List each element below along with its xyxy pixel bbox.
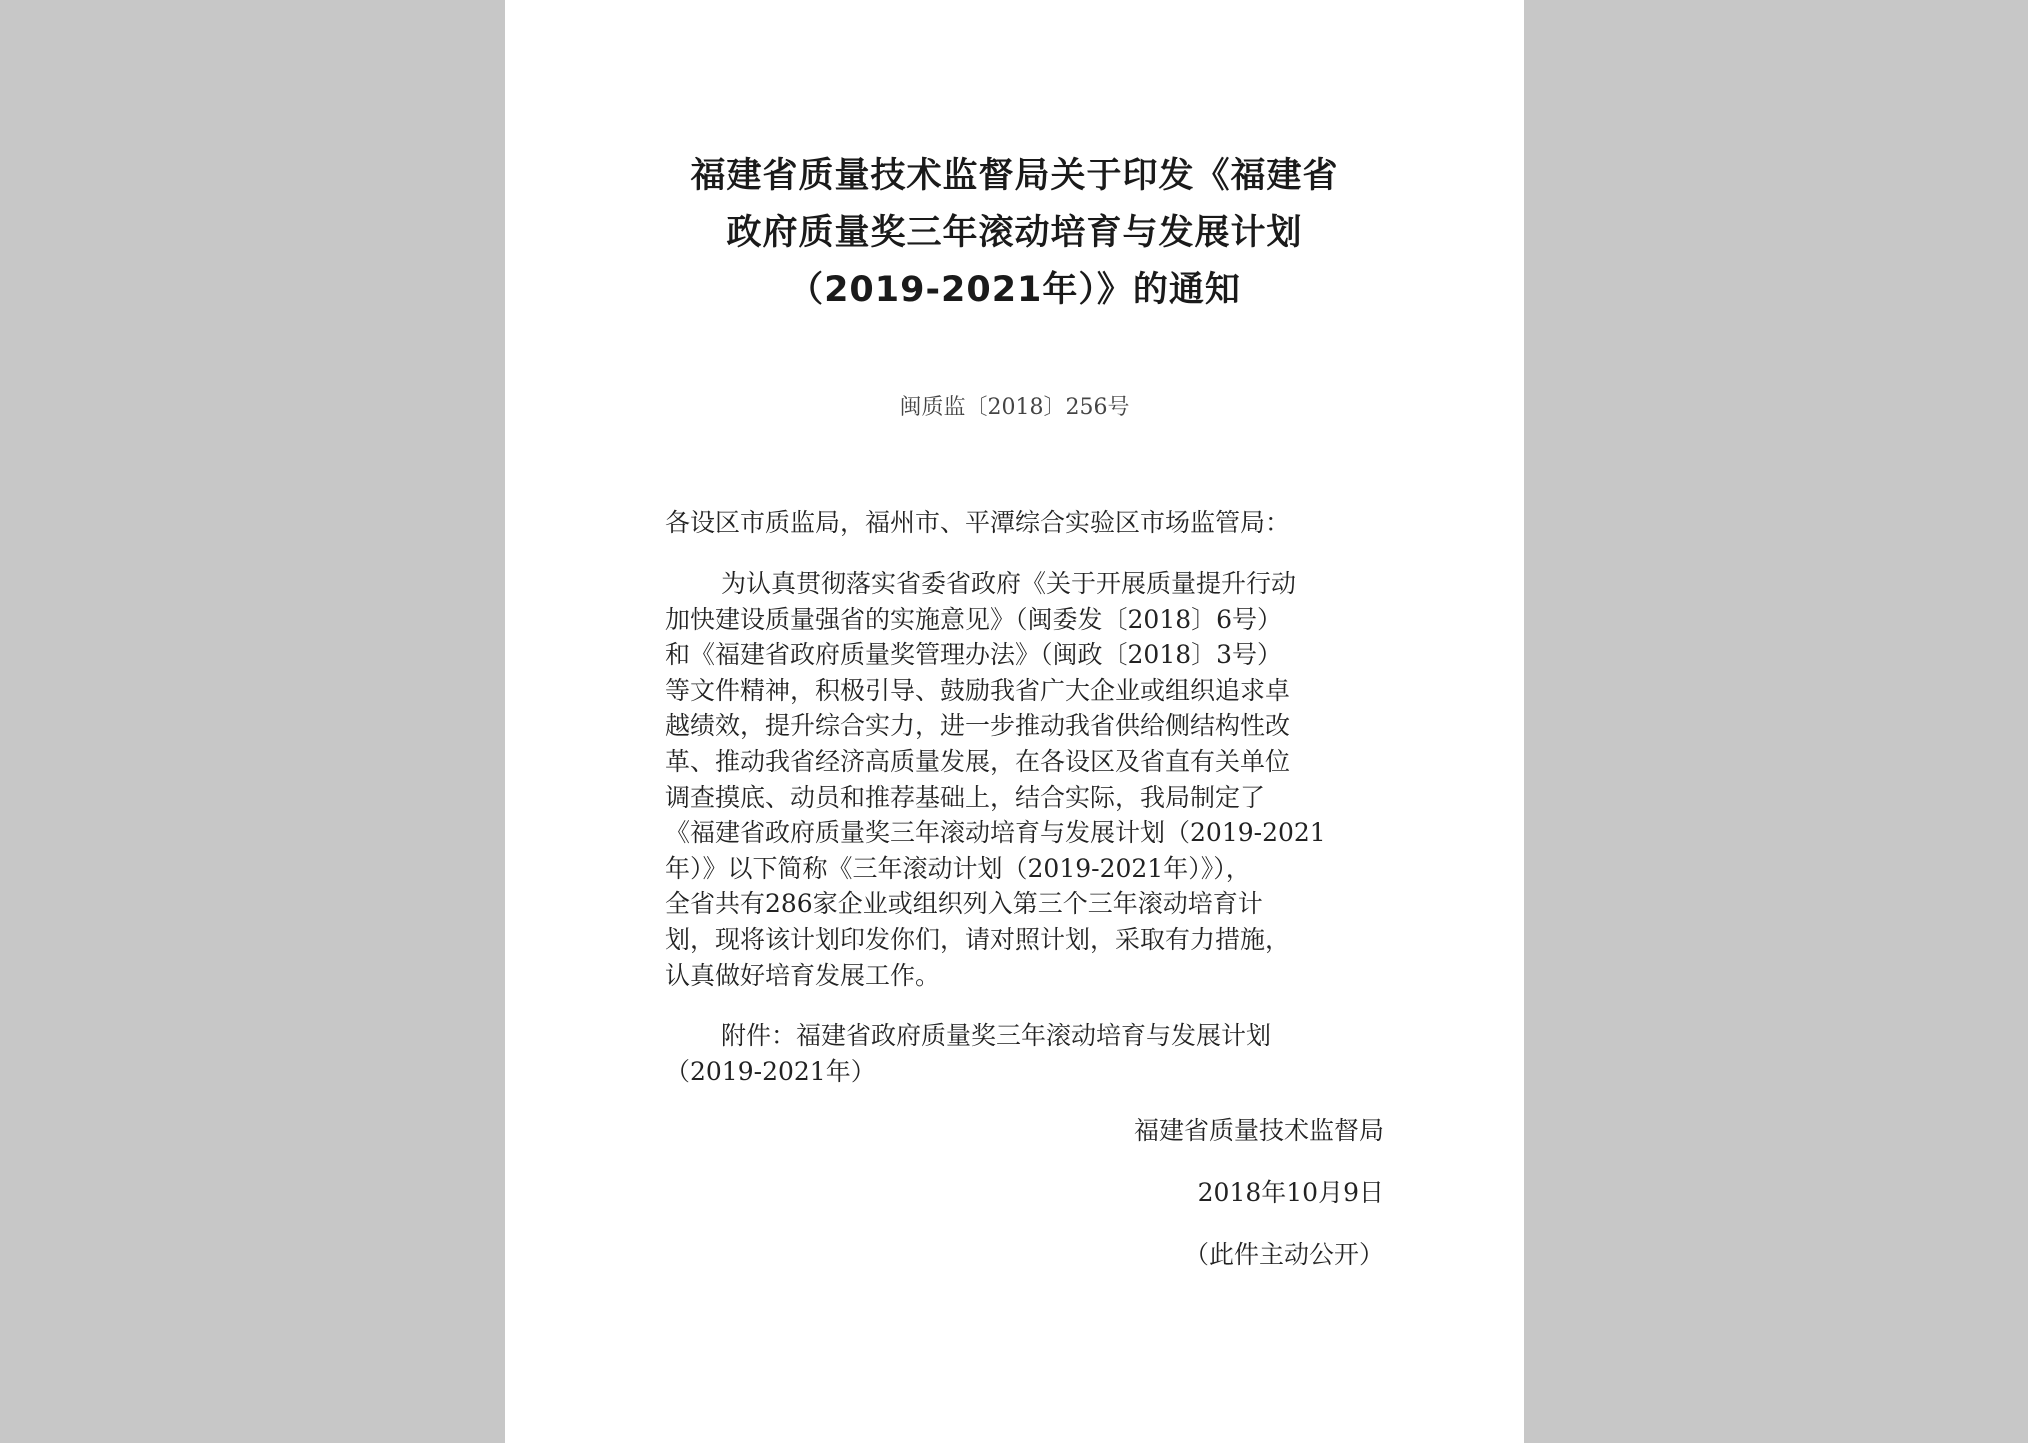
body-line: 等文件精神，积极引导、鼓励我省广大企业或组织追求卓 [665, 675, 1291, 705]
body-line: 越绩效，提升综合实力，进一步推动我省供给侧结构性改 [665, 711, 1291, 741]
body-line: 全省共有286家企业或组织列入第三个三年滚动培育计 [665, 889, 1263, 919]
body-line: 为认真贯彻落实省委省政府《关于开展质量提升行动 [721, 569, 1297, 598]
title-line-3: （2019-2021年）》的通知 [788, 270, 1241, 310]
attachment-note [665, 1018, 1400, 1090]
body-line: 和《福建省政府质量奖管理办法》（闽政〔2018〕3号） [665, 640, 1283, 670]
title-line-2: 政府质量奖三年滚动培育与发展计划 [726, 213, 1303, 253]
body-line: 《福建省政府质量奖三年滚动培育与发展计划（2019-2021 [665, 818, 1326, 848]
document-page [505, 0, 1524, 1443]
body-line: 革、推动我省经济高质量发展，在各设区及省直有关单位 [665, 746, 1291, 776]
attachment-line: （2019-2021年） [665, 1057, 876, 1086]
attachment-line: 附件：福建省政府质量奖三年滚动培育与发展计划 [721, 1021, 1272, 1050]
document-number: 闽质监〔2018〕256号 [899, 395, 1130, 420]
signature-date: 2018年10月9日 [1197, 1178, 1384, 1207]
body-line: 加快建设质量强省的实施意见》（闽委发〔2018〕6号） [665, 604, 1283, 634]
title-line-1: 福建省质量技术监督局关于印发《福建省 [690, 156, 1339, 196]
body-paragraph [665, 566, 1400, 993]
document-title [505, 148, 1524, 319]
body-line: 调查摸底、动员和推荐基础上，结合实际，我局制定了 [665, 782, 1266, 812]
addressee: 各设区市质监局，福州市、平潭综合实验区市场监管局： [665, 508, 1291, 537]
disclosure-note: （此件主动公开） [1183, 1240, 1384, 1269]
body-line: 认真做好培育发展工作。 [665, 960, 941, 990]
body-line: 划，现将该计划印发你们，请对照计划，采取有力措施， [665, 924, 1291, 954]
signature-organization: 福建省质量技术监督局 [1133, 1116, 1384, 1145]
body-line: 年）》以下简称《三年滚动计划（2019-2021年）》）， [665, 853, 1251, 883]
